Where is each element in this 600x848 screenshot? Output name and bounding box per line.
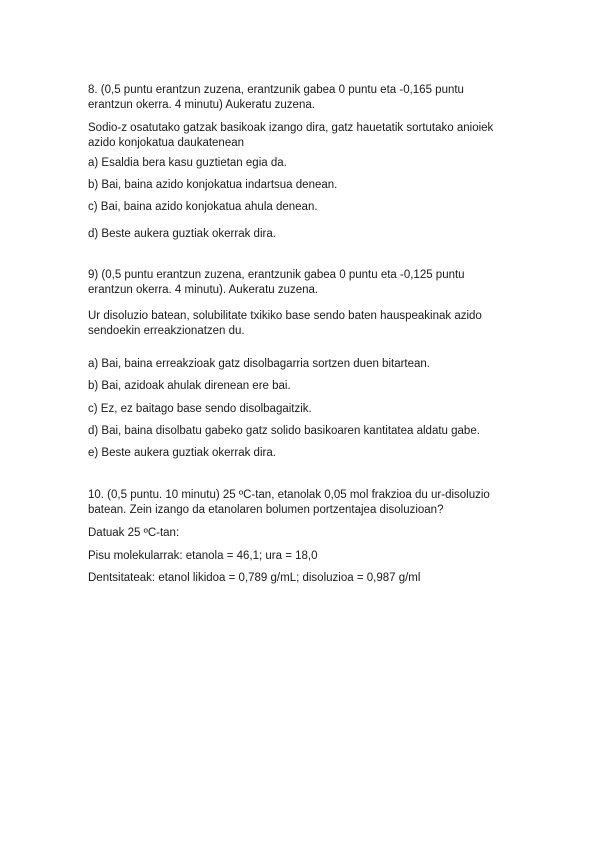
q8-header-line2: erantzun okerra. 4 minutu) Aukeratu zuzena. <box>88 99 315 111</box>
q9-option-e[interactable]: e) Beste aukera guztiak okerrak dira. <box>88 447 276 459</box>
q8-statement-line2: azido konjokatua daukatenean <box>88 137 245 149</box>
q9-option-b[interactable]: b) Bai, azidoak ahulak direnean ere bai. <box>88 380 291 392</box>
q8-header-line1: 8. (0,5 puntu erantzun zuzena, erantzunik gabea 0 puntu eta -0,165 puntu <box>88 84 464 96</box>
q9-header-line1: 9) (0,5 puntu erantzun zuzena, erantzunik gabea 0 puntu eta -0,125 puntu <box>88 269 465 281</box>
q8-header <box>88 83 528 113</box>
q10-header-line1: 10. (0,5 puntu. 10 minutu) 25 ºC-tan, etanolak 0,05 mol frakzioa du ur-disoluzio <box>88 489 490 501</box>
q8-option-b[interactable]: b) Bai, baina azido konjokatua indartsua denean. <box>88 179 338 191</box>
q8-statement <box>88 121 528 151</box>
q8-option-c[interactable]: c) Bai, baina azido konjokatua ahula denean. <box>88 201 318 213</box>
q8-statement-line1: Sodio-z osatutako gatzak basikoak izango dira, gatz hauetatik sortutako anioiek <box>88 122 494 134</box>
q10-header <box>88 488 528 518</box>
q8-option-d[interactable]: d) Beste aukera guztiak okerrak dira. <box>88 228 276 240</box>
q10-data-title: Datuak 25 ºC-tan: <box>88 527 180 539</box>
q8-option-a[interactable]: a) Esaldia bera kasu guztietan egia da. <box>88 157 287 169</box>
q9-statement <box>88 309 528 339</box>
q9-statement-line1: Ur disoluzio batean, solubilitate txikiko base sendo baten hauspeakinak azido <box>88 310 482 322</box>
q9-option-a[interactable]: a) Bai, baina erreakzioak gatz disolbagarria sortzen duen bitartean. <box>88 358 431 370</box>
q10-molar-masses: Pisu molekularrak: etanola = 46,1; ura = 18,0 <box>88 550 318 562</box>
q10-header-line2: batean. Zein izango da etanolaren bolumen portzentajea disoluzioan? <box>88 504 444 516</box>
q9-statement-line2: sendoekin erreakzionatzen du. <box>88 325 245 337</box>
q9-option-c[interactable]: c) Ez, ez baitago base sendo disolbagaitzik. <box>88 403 312 415</box>
q9-option-d[interactable]: d) Bai, baina disolbatu gabeko gatz solido basikoaren kantitatea aldatu gabe. <box>88 425 480 437</box>
q10-densities: Dentsitateak: etanol likidoa = 0,789 g/mL; disoluzioa = 0,987 g/ml <box>88 572 421 584</box>
q9-header <box>88 268 528 298</box>
q9-header-line2: erantzun okerra. 4 minutu). Aukeratu zuzena. <box>88 284 319 296</box>
